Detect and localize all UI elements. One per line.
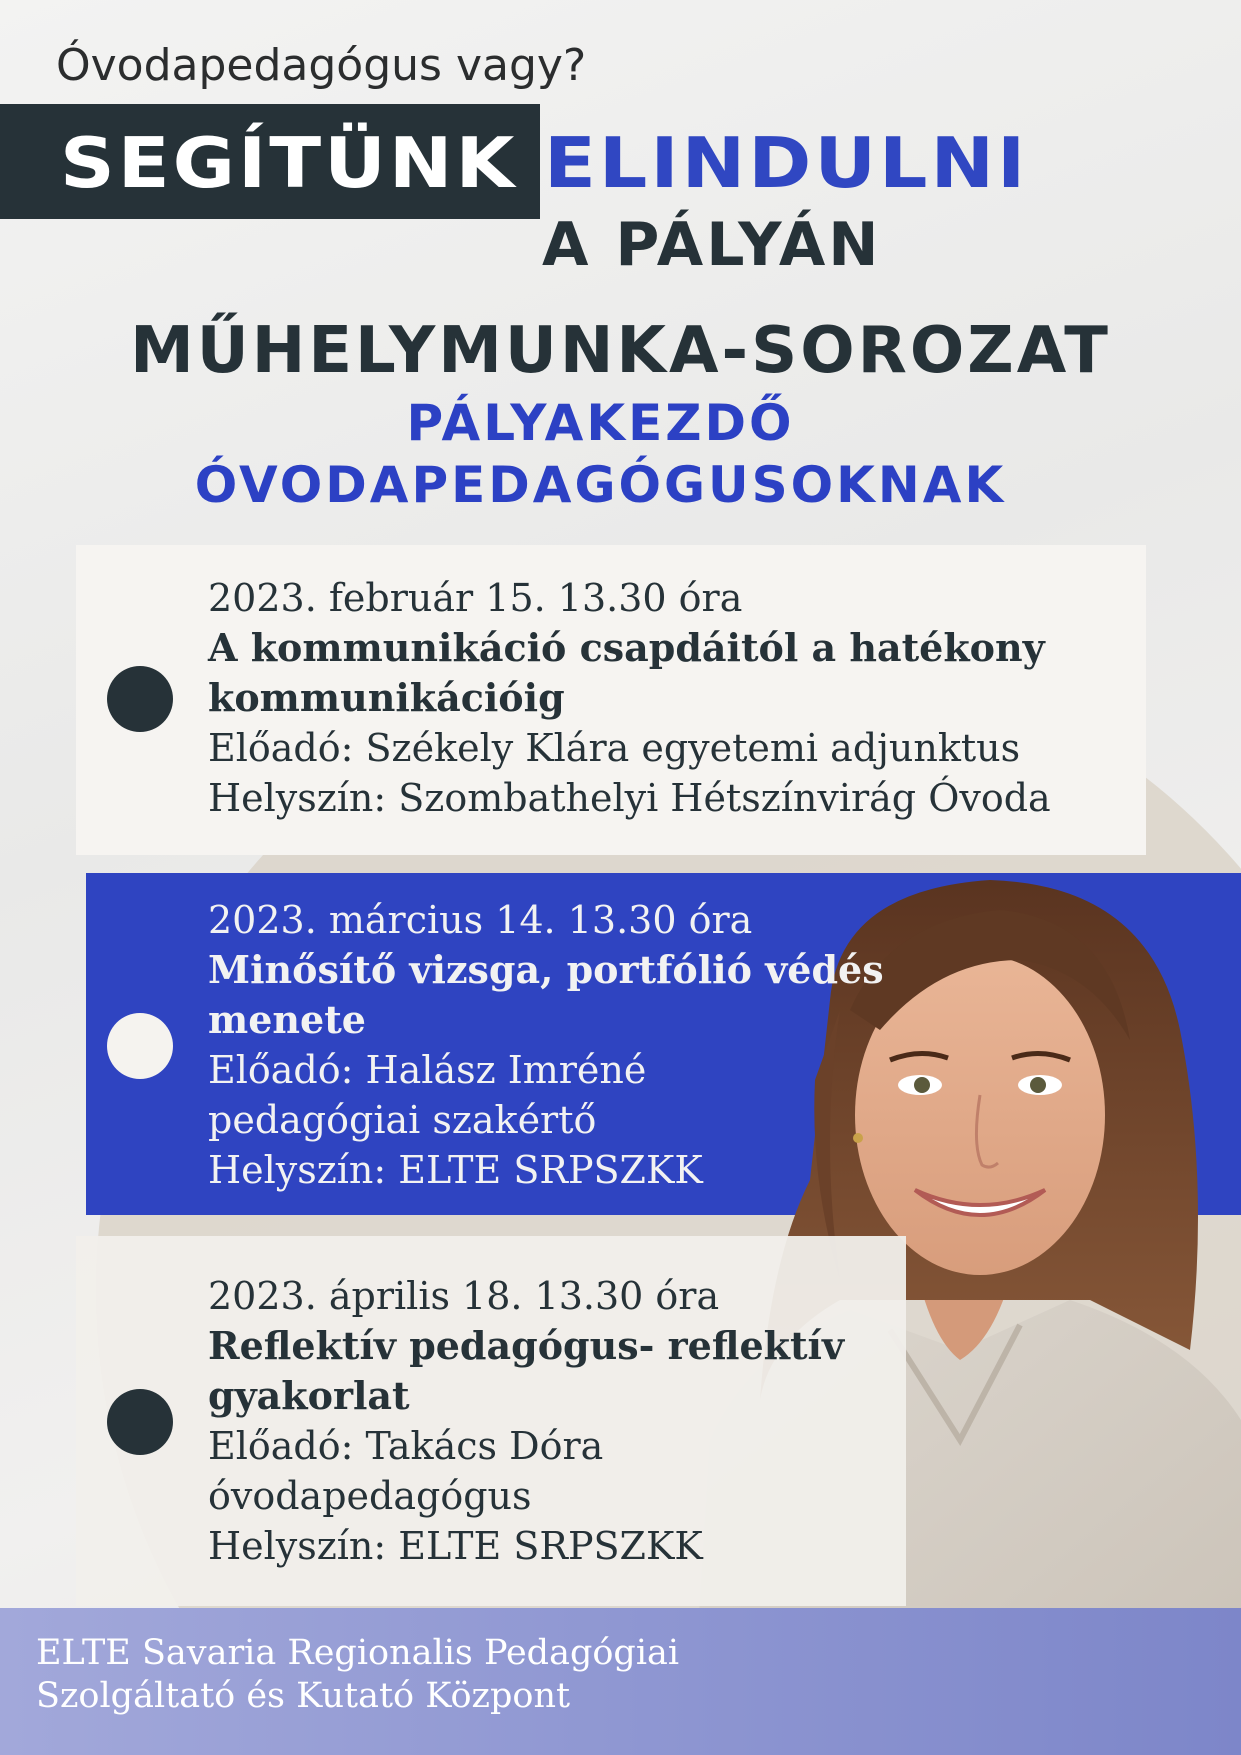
footer-org-line-2: Szolgáltató és Kutató Központ xyxy=(36,1676,571,1716)
event-title: kommunikációig xyxy=(208,675,565,720)
footer-org-line-1: ELTE Savaria Regionalis Pedagógiai xyxy=(36,1633,680,1673)
event-title: A kommunikáció csapdáitól a hatékony xyxy=(208,625,1045,670)
event-venue: Helyszín: Szombathelyi Hétszínvirág Óvoda xyxy=(208,776,1051,820)
headline-sub: A PÁLYÁN xyxy=(542,210,882,280)
bullet-dot xyxy=(107,1013,173,1079)
event-speaker: pedagógiai szakértő xyxy=(208,1098,597,1142)
event-title: Minősítő vizsga, portfólió védés xyxy=(208,947,884,992)
audience-line-1: PÁLYAKEZDŐ xyxy=(406,394,795,452)
event-title: menete xyxy=(208,997,366,1042)
headline-blue: ELINDULNI xyxy=(544,121,1029,204)
event-venue: Helyszín: ELTE SRPSZKK xyxy=(208,1148,703,1192)
event-title: Reflektív pedagógus- reflektív xyxy=(208,1323,845,1368)
event-speaker: óvodapedagógus xyxy=(208,1474,532,1518)
intro-question: Óvodapedagógus vagy? xyxy=(56,40,587,91)
headline-white: SEGÍTÜNK xyxy=(60,121,518,204)
event-date: 2023. március 14. 13.30 óra xyxy=(208,898,753,942)
event-venue: Helyszín: ELTE SRPSZKK xyxy=(208,1524,703,1568)
bullet-dot xyxy=(107,666,173,732)
event-speaker: Előadó: Takács Dóra xyxy=(208,1424,604,1468)
event-date: 2023. február 15. 13.30 óra xyxy=(208,576,743,620)
event-date: 2023. április 18. 13.30 óra xyxy=(208,1274,720,1318)
event-speaker: Előadó: Székely Klára egyetemi adjunktus xyxy=(208,726,1021,770)
event-title: gyakorlat xyxy=(208,1373,410,1418)
audience-line-2: ÓVODAPEDAGÓGUSOKNAK xyxy=(194,456,1007,514)
series-title: MŰHELYMUNKA-SOROZAT xyxy=(130,314,1111,388)
event-speaker: Előadó: Halász Imréné xyxy=(208,1048,647,1092)
bullet-dot xyxy=(107,1389,173,1455)
